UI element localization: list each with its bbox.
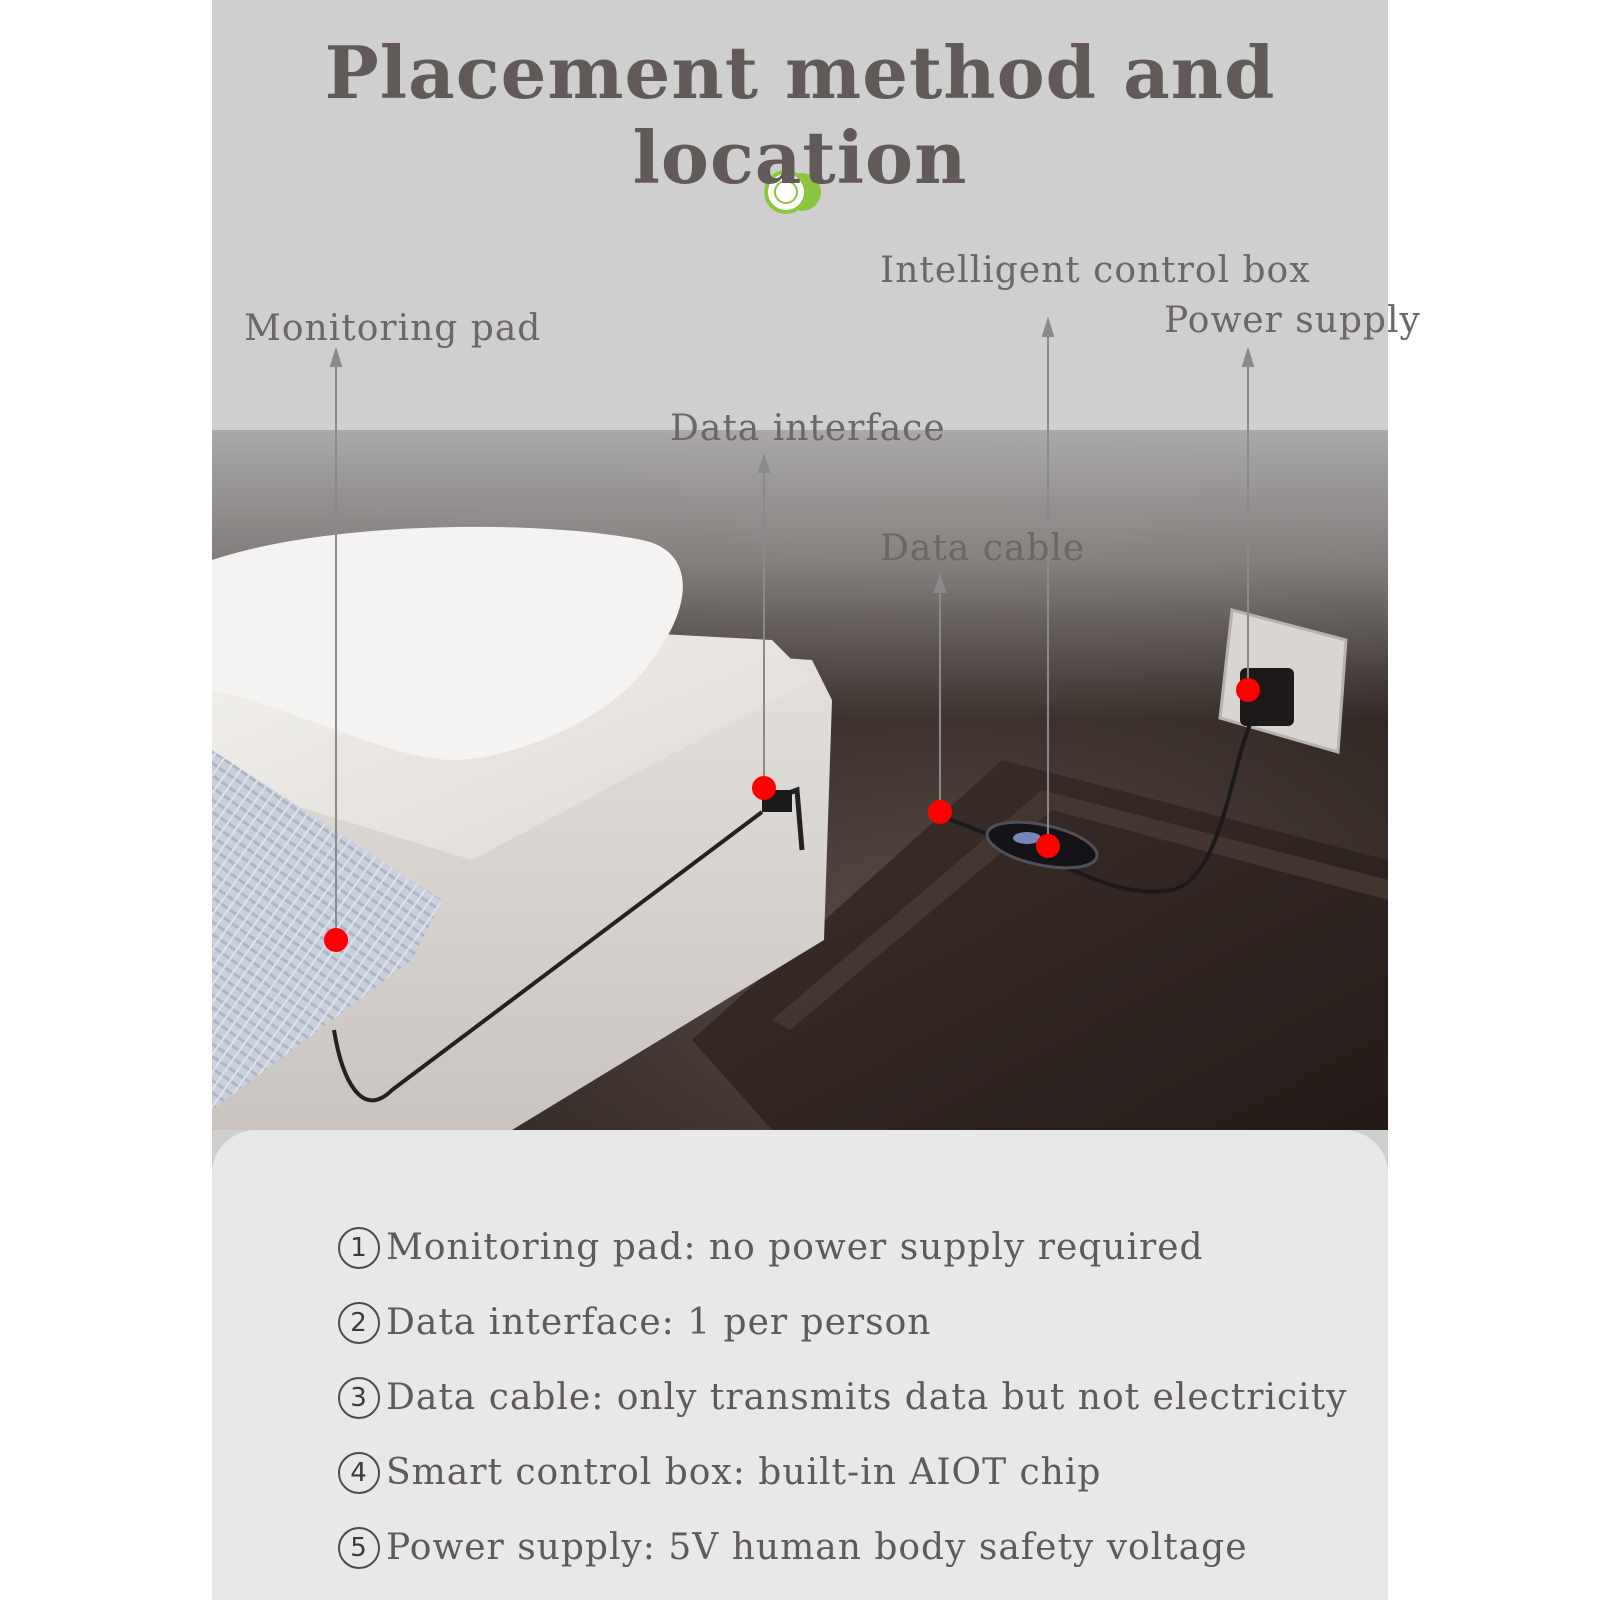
spec-number: 1 xyxy=(338,1227,380,1269)
callout-power-supply: Power supply xyxy=(1164,300,1421,341)
spec-item xyxy=(338,1360,1348,1435)
callout-data-interface: Data interface xyxy=(670,408,946,449)
spec-text: Monitoring pad: no power supply required xyxy=(386,1227,1204,1268)
spec-item xyxy=(338,1285,1348,1360)
spec-item xyxy=(338,1510,1348,1585)
spec-list xyxy=(338,1210,1348,1585)
spec-text: Power supply: 5V human body safety voltage xyxy=(386,1527,1248,1568)
power-supply-marker xyxy=(1236,678,1260,702)
spec-text: Data interface: 1 per person xyxy=(386,1302,932,1343)
spec-text: Data cable: only transmits data but not electricity xyxy=(386,1377,1348,1418)
spec-item xyxy=(338,1435,1348,1510)
monitoring-pad-marker xyxy=(324,928,348,952)
spec-text: Smart control box: built-in AIOT chip xyxy=(386,1452,1102,1493)
callout-data-cable: Data cable xyxy=(880,528,1086,569)
spec-item xyxy=(338,1210,1348,1285)
data-interface-marker xyxy=(752,776,776,800)
placement-diagram xyxy=(212,0,1421,1600)
spec-number: 5 xyxy=(338,1527,380,1569)
callout-monitoring-pad: Monitoring pad xyxy=(244,308,542,349)
spec-number: 4 xyxy=(338,1452,380,1494)
control-box-marker xyxy=(1036,834,1060,858)
data-cable-marker xyxy=(928,800,952,824)
spec-number: 2 xyxy=(338,1302,380,1344)
spec-card xyxy=(212,1130,1388,1600)
callout-control-box: Intelligent control box xyxy=(880,250,1311,291)
spec-number: 3 xyxy=(338,1377,380,1419)
page-title: Placement method and location xyxy=(324,30,1276,200)
